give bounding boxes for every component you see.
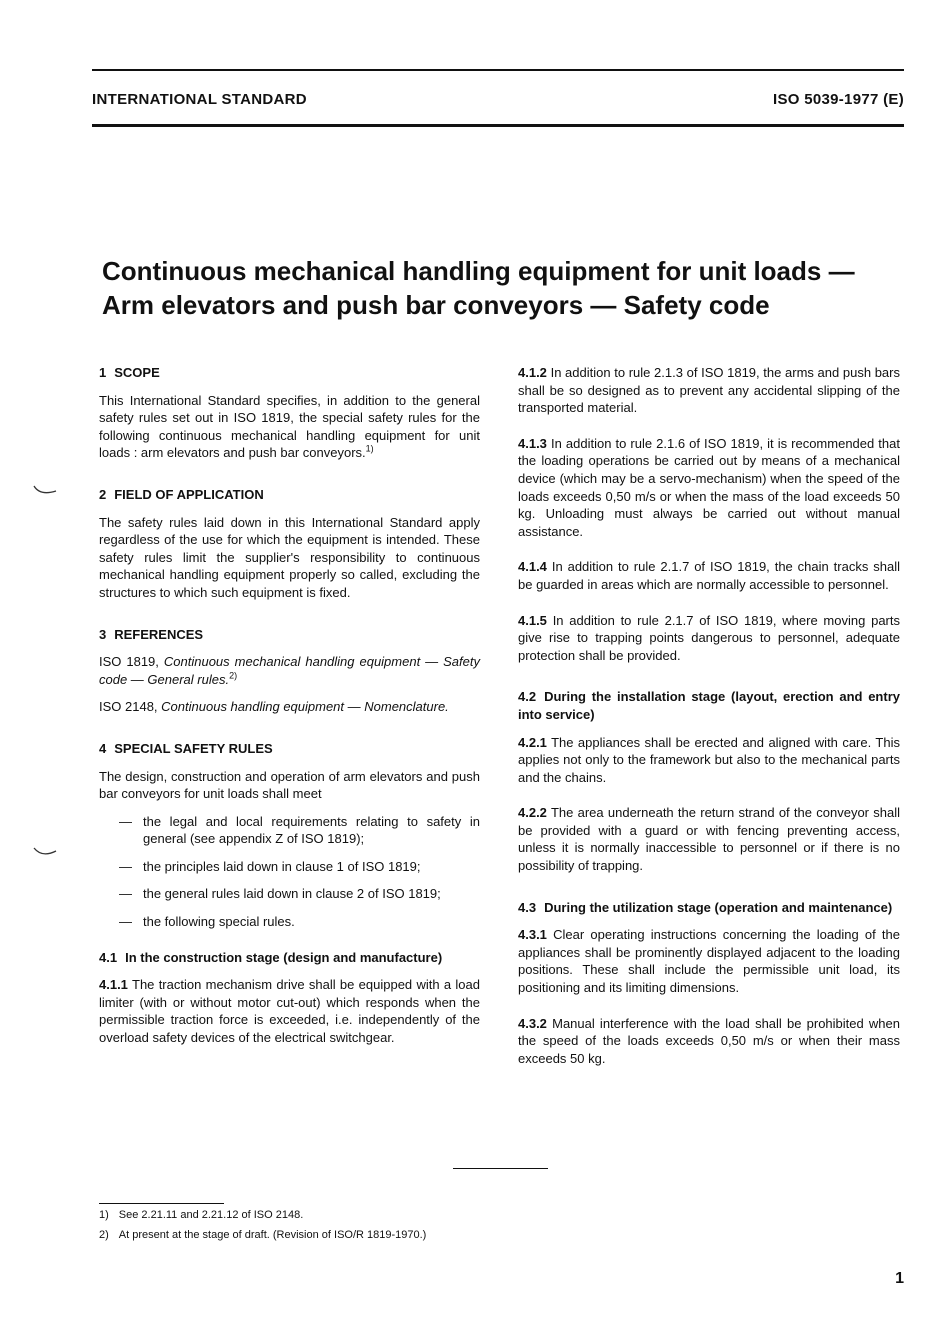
document-type-label: INTERNATIONAL STANDARD: [92, 91, 307, 108]
clause-4-2-1: 4.2.1 The appliances shall be erected and aligned with care. This applies not only to the framework but also to the mechanical parts and the chains.: [518, 734, 900, 785]
list-item: — the principles laid down in clause 1 of ISO 1819;: [119, 858, 421, 874]
page-number: 1: [895, 1270, 904, 1287]
header-bottom-rule: [92, 124, 904, 127]
margin-mark: [32, 484, 58, 496]
special-rules-intro: The design, construction and operation of arm elevators and push bar conveyors for unit loads shall meet: [99, 768, 480, 802]
standard-number: ISO 5039-1977 (E): [772, 91, 904, 108]
reference-iso-2148: ISO 2148, Continuous handling equipment — Nomenclature.: [99, 699, 449, 715]
right-column: [518, 364, 900, 1067]
footnote-2: 2) At present at the stage of draft. (Revision of ISO/R 1819-1970.): [99, 1229, 427, 1241]
end-of-text-rule: [453, 1168, 548, 1169]
header-top-rule: [92, 69, 904, 71]
section-heading-scope: 1 SCOPE: [99, 365, 160, 380]
section-heading-special-safety-rules: 4 SPECIAL SAFETY RULES: [99, 740, 273, 756]
clause-4-2-2: 4.2.2 The area underneath the return strand of the conveyor shall be provided with a guard or with fencing preventing access, unless it is normally inaccessible to personnel or if there is no possibility of trapping.: [518, 805, 900, 874]
subsection-heading-4-2: 4.2 During the installation stage (layout, erection and entry into service): [518, 689, 900, 722]
footnote-ref-1: 1): [365, 444, 374, 455]
list-item: — the following special rules.: [119, 914, 295, 930]
footnote-1: 1) See 2.21.11 and 2.21.12 of ISO 2148.: [99, 1209, 304, 1221]
list-item: — the general rules laid down in clause 2 of ISO 1819;: [119, 886, 441, 902]
clause-4-1-3: 4.1.3 In addition to rule 2.1.6 of ISO 1819, it is recommended that the loading operations be carried out by means of a mechanical device (which may be a servo-mechanism) when the speed of the loads exceeds 0,50 m/s or when the mass of the load exceeds 50 kg. Unloading must always be carried out without manual assistance.: [518, 435, 900, 539]
subsection-heading-4-3: 4.3 During the utilization stage (operation and maintenance): [518, 899, 893, 915]
section-heading-field-of-application: 2 FIELD OF APPLICATION: [99, 486, 264, 502]
title-line-1: Continuous mechanical handling equipment for unit loads —: [102, 256, 855, 286]
reference-iso-1819: ISO 1819, Continuous mechanical handling equipment — Safety code — General rules.$^{2)}$: [99, 654, 480, 687]
clause-4-1-5: 4.1.5 In addition to rule 2.1.7 of ISO 1819, where moving parts give rise to trapping points dangerous to personnel, adequate protection shall be provided.: [518, 612, 900, 663]
scope-paragraph: This International Standard specifies, in addition to the general safety rules set out in ISO 1819, the special safety rules for the following continuous mechanical handling equipment for unit loads : arm elevators and push bar conveyors.$^{1)}$: [99, 392, 480, 461]
footnote-ref-2: 2): [229, 670, 238, 681]
footnote-separator: [99, 1203, 224, 1204]
clause-4-1-4: 4.1.4 In addition to rule 2.1.7 of ISO 1819, the chain tracks shall be guarded in areas which are normally accessible to personnel.: [518, 559, 900, 592]
left-column: [99, 364, 480, 1047]
clause-4-3-1: 4.3.1 Clear operating instructions concerning the loading of the appliances shall be prominently displayed adjacent to the loading positions. These shall include the permissible unit load, its positioning and its limiting dimensions.: [518, 927, 900, 996]
title-line-2: Arm elevators and push bar conveyors — Safety code: [102, 290, 770, 320]
clause-4-1-1: 4.1.1 The traction mechanism drive shall be equipped with a load limiter (with or without motor cut-out) which responds when the permissible traction force is exceeded, i.e. independently of the overload safety devices of the electrical switchgear.: [99, 977, 480, 1046]
clause-4-3-2: 4.3.2 Manual interference with the load shall be prohibited when the speed of the loads exceeds 0,50 m/s or when their mass exceeds 50 kg.: [518, 1015, 900, 1066]
list-item: — the legal and local requirements relating to safety in general (see appendix Z of ISO 1819);: [119, 813, 480, 847]
section-heading-references: 3 REFERENCES: [99, 626, 204, 642]
clause-4-1-2: 4.1.2 In addition to rule 2.1.3 of ISO 1819, the arms and push bars shall be so designed as to prevent any accidental slipping of the transported material.: [518, 365, 900, 416]
document-title: [102, 254, 855, 322]
margin-mark: [32, 846, 58, 858]
field-of-application-paragraph: The safety rules laid down in this International Standard apply regardless of the use for which the equipment is intended. These safety rules limit the supplier's responsibility to continuous mechanical handling equipment properly so called, excluding the structures to which such equipment is fixed.: [99, 514, 480, 600]
subsection-heading-4-1: 4.1 In the construction stage (design and manufacture): [99, 949, 443, 965]
